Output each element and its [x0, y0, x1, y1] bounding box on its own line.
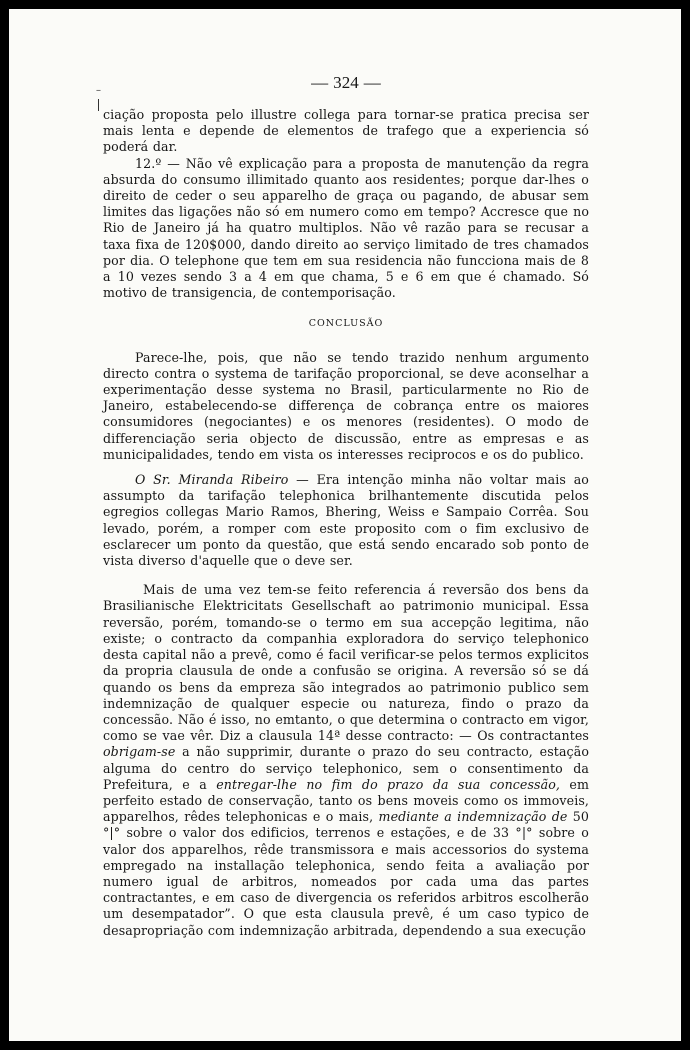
document-page — [9, 9, 681, 1041]
paragraph-speech — [103, 472, 589, 569]
paragraph-item-12: 12.º — Não vê explicação para a proposta de manutenção da regra absurda do consumo illimitado quanto aos residentes; porque dar-lhes o direito de ceder o seu apparelho de graça ou pagando, de abusar sem limites das ligações não só em numero como em tempo? Accresce que no Rio de Janeiro já ha quatro multiplos. Não vê razão para se recusar a taxa fixa de 120$000, dando direito ao serviço limitado de tres chamados por dia. O telephone que tem em sua residencia não funcciona mais de 8 a 10 vezes sendo 3 a 4 em que chama, 5 e 6 em que é chamado. Só motivo de transigencia, de contemporisação. — [103, 155, 589, 301]
margin-mark: – — [96, 85, 101, 96]
margin-line — [98, 99, 99, 111]
emphasis-text: mediante a indemnização de — [378, 809, 568, 825]
speaker-name: O Sr. Miranda Ribeiro — [135, 472, 289, 488]
paragraph-continued: ciação proposta pelo illustre collega para tornar-se pratica precisa ser mais lenta e depende de elementos de trafego que a experiencia só poderá dar. — [103, 107, 589, 155]
paragraph-conclusion: Parece-lhe, pois, que não se tendo trazido nenhum argumento directo contra o systema de tarifação proporcional, se deve aconselhar a experimentação desse systema no Brasil, particularmente no Rio de Janeiro, estabelecendo-se differença de cobrança entre os maiores consumidores (negociantes) e os menores (residentes). O modo de differenciação seria objecto de discussão, entre as empresas e as municipalidades, tendo em vista os interesses reciprocos e os do publico. — [103, 349, 589, 462]
section-heading: CONCLUSÃO — [308, 318, 384, 330]
text-segment: em perfeito estado de conservação, tanto os bens moveis como os immoveis, apparelhos, rêdes telephonicas e o mais, — [103, 776, 589, 825]
speech-text: — Era intenção minha não voltar mais ao assumpto da tarifação telephonica brilhantemente discutida pelos egregios collegas Mario Ramos, Bhering, Weiss e Sampaio Corrêa. Sou levado, porém, a romper com este proposito com o fim exclusivo de esclarecer um ponto da questão, que está sendo encarado sob ponto de vista diverso d'aquelle que o deve ser. — [103, 472, 589, 569]
page-content — [103, 73, 589, 939]
emphasis-text: entregar-lhe no fim do prazo da sua concessão, — [216, 776, 561, 792]
page-number: — 324 — — [311, 73, 381, 92]
text-segment: Mais de uma vez tem-se feito referencia á reversão dos bens da Brasilianische Elektricitats Gesellschaft ao patrimonio municipal. Essa reversão, porém, tomando-se o termo em sua accepção legitima, não existe; o contracto da companhia exploradora do serviço telephonico desta capital não a prevê, como é facil verificar-se pelos termos explicitos da propria clausula de onde a confusão se origina. A reversão só se dá quando os bens da empreza são integrados ao patrimonio publico sem indemnização de qualquer especie ou natureza, findo o prazo da concessão. Não é isso, no emtanto, o que determina o contracto em vigor, como se vae vêr. Diz a clausula 14ª desse contracto: — Os contractantes — [103, 582, 589, 744]
text-segment: a não supprimir, durante o prazo do seu contracto, estação alguma do centro do serviço telephonico, sem o consentimento da Prefeitura, e a — [103, 744, 589, 792]
emphasis-text: obrigam-se — [103, 744, 176, 760]
paragraph-reversao — [103, 582, 589, 938]
text-segment: 50 °|° sobre o valor dos edificios, terrenos e estações, e de 33 °|° sobre o valor dos apparelhos, rêde transmissora e mais accessorios do systema empregado na installação telephonica, sendo feita a avaliação por numero igual de arbitros, nomeados por cada uma das partes contractantes, e em caso de divergencia os referidos arbitros escolherão um desempatador”. O que esta clausula prevê, é um caso typico de desapropriação com indemnização arbitrada, dependendo a sua execução — [103, 809, 589, 938]
